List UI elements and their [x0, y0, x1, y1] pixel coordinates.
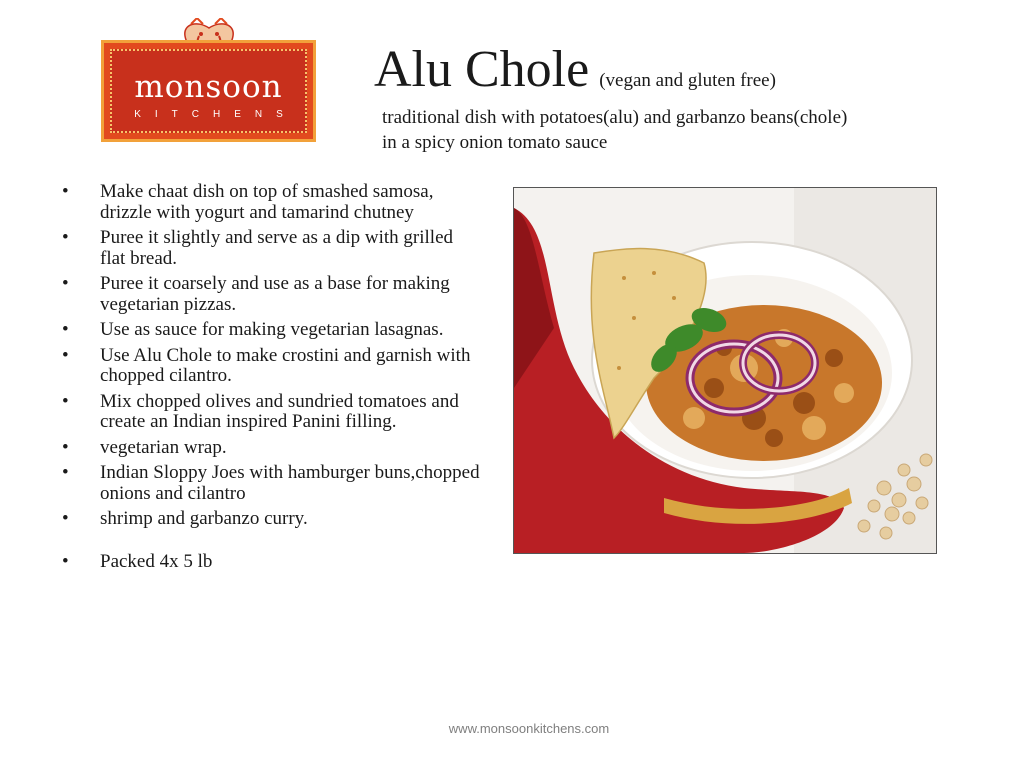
page-title: Alu Chole: [374, 41, 590, 98]
dish-description: [382, 105, 847, 155]
bullet-marker: •: [62, 390, 69, 412]
bullet-marker: •: [62, 273, 69, 294]
bullet-marker: •: [62, 462, 69, 483]
footer-url: www.monsoonkitchens.com: [448, 721, 610, 736]
list-item-text: Indian Sloppy Joes with hamburger buns,chopped onions and cilantro: [100, 462, 480, 504]
list-item: [62, 463, 482, 504]
list-item-text: Packed 4x 5 lb: [100, 550, 213, 572]
bullet-marker: •: [62, 227, 69, 248]
bullet-marker: •: [62, 344, 69, 366]
list-item-text: Puree it coarsely and use as a base for making vegetarian pizzas.: [100, 273, 450, 315]
bullet-marker: •: [62, 181, 69, 202]
list-item: [62, 438, 482, 459]
list-item: [62, 346, 482, 387]
description-line: traditional dish with potatoes(alu) and garbanzo beans(chole): [382, 107, 848, 128]
bullet-marker: •: [62, 436, 69, 458]
list-item-text: shrimp and garbanzo curry.: [100, 508, 308, 529]
monsoon-kitchens-logo: [101, 18, 316, 142]
logo-subtitle: KITCHENS: [134, 109, 297, 120]
list-item-text: Puree it slightly and serve as a dip with grilled flat bread.: [100, 227, 454, 269]
list-item: [62, 228, 482, 269]
logo-wordmark: monsoon: [134, 69, 283, 105]
title-note: (vegan and gluten free): [599, 70, 776, 91]
list-item: [62, 320, 482, 341]
serving-ideas-list: [62, 182, 482, 577]
title-row: [374, 40, 776, 99]
dish-illustration: [514, 188, 936, 553]
list-item: [62, 392, 482, 433]
dish-photo: [513, 187, 937, 554]
description-line: in a spicy onion tomato sauce: [382, 132, 608, 153]
bullet-marker: •: [62, 550, 69, 572]
list-item-text: Use as sauce for making vegetarian lasagnas.: [100, 319, 444, 340]
list-item: [62, 182, 482, 223]
list-item-text: vegetarian wrap.: [100, 436, 227, 458]
bullet-marker: •: [62, 508, 69, 529]
logo-plate: [101, 40, 316, 142]
list-item: [62, 274, 482, 315]
list-item-text: Make chaat dish on top of smashed samosa, drizzle with yogurt and tamarind chutney: [100, 181, 434, 223]
list-item: [62, 509, 482, 530]
list-item-text: Mix chopped olives and sundried tomatoes and create an Indian inspired Panini filling.: [100, 390, 459, 432]
bullet-marker: •: [62, 319, 69, 340]
list-item-text: Use Alu Chole to make crostini and garnish with chopped cilantro.: [100, 344, 471, 386]
list-item: [62, 552, 482, 573]
